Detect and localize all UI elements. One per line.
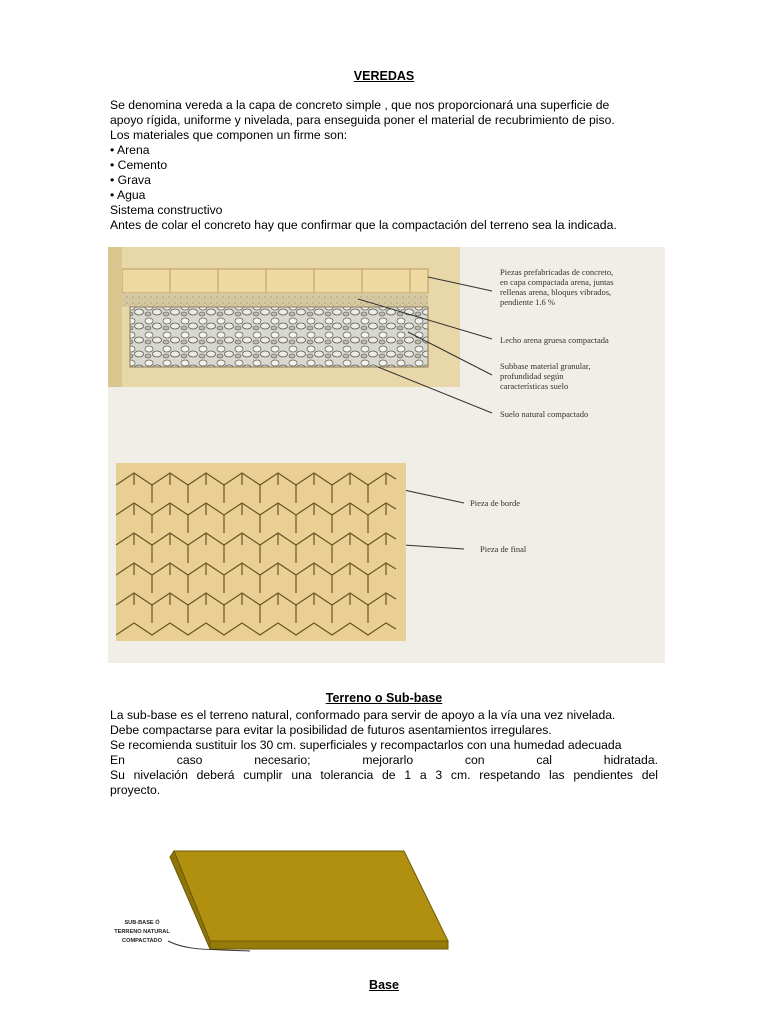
intro-line: Antes de colar el concreto hay que confirmar que la compactación del terreno sea la indicada.	[110, 218, 617, 232]
subbase-label-line: profundidad según	[500, 371, 564, 381]
sand-bed-label: Lecho arena gruesa compactada	[500, 335, 609, 345]
subbase-slab-figure	[108, 845, 463, 960]
paving-section-figure	[108, 247, 665, 663]
subbase-line: Su nivelación deberá cumplir una tolerancia de 1 a 3 cm. respetando las pendientes del	[110, 768, 658, 782]
material-item: • Agua	[110, 188, 146, 202]
intro-line: Los materiales que componen un firme son:	[110, 128, 348, 142]
base-heading: Base	[369, 978, 399, 992]
slab-top	[174, 851, 448, 941]
subbase-line: Se recomienda sustituir los 30 cm. superficiales y recompactarlos con una humedad adecuada	[110, 738, 622, 752]
end-piece-label: Pieza de final	[480, 544, 527, 554]
subbase-line: Debe compactarse para evitar la posibilidad de futuros asentamientos irregulares.	[110, 723, 552, 737]
subbase-paragraph	[110, 708, 658, 798]
subbase-line: En caso necesario; mejorarlo con cal hidratada.	[110, 753, 658, 767]
subbase-label-line: Subbase material granular,	[500, 361, 591, 371]
material-item: • Arena	[110, 143, 150, 157]
slab-label-line: SUB-BASE Ó	[124, 920, 160, 926]
material-item: • Cemento	[110, 158, 168, 172]
slab-label-line: TERRENO NATURAL	[114, 929, 170, 935]
sand-bed-layer	[122, 293, 428, 307]
paver-layer	[122, 269, 428, 293]
slab-front-side	[210, 941, 448, 949]
intro-line: Se denomina vereda a la capa de concreto simple , que nos proporcionará una superficie de	[110, 98, 610, 112]
pavers-label-line: rellenas arena, bloques vibrados,	[500, 287, 612, 297]
subbase-heading: Terreno o Sub-base	[325, 691, 443, 705]
subbase-line: proyecto.	[110, 783, 161, 797]
pavers-label-line: pendiente 1.6 %	[500, 297, 555, 307]
material-item: • Grava	[110, 173, 151, 187]
intro-line: Sistema constructivo	[110, 203, 223, 217]
paver-plan-view	[116, 463, 406, 641]
pavers-label-line: Piezas prefabricadas de concreto,	[500, 267, 614, 277]
natural-soil-label: Suelo natural compactado	[500, 409, 589, 419]
edge-piece-label: Pieza de borde	[470, 498, 521, 508]
subbase-line: La sub-base es el terreno natural, conformado para servir de apoyo a la vía una vez nivelada.	[110, 708, 616, 722]
gravel-subbase-layer	[130, 307, 428, 367]
subbase-slab-drawing	[108, 845, 463, 960]
pavers-label-line: en capa compactada arena, juntas	[500, 277, 614, 287]
paving-section-drawing	[108, 247, 665, 663]
page-title: VEREDAS	[353, 69, 415, 83]
subbase-label-line: características suelo	[500, 381, 569, 391]
slab-label-line: COMPACTADO	[122, 938, 162, 944]
intro-line: apoyo rígida, uniforme y nivelada, para enseguida poner el material de recubrimiento de piso.	[110, 113, 615, 127]
intro-paragraph	[110, 98, 658, 233]
